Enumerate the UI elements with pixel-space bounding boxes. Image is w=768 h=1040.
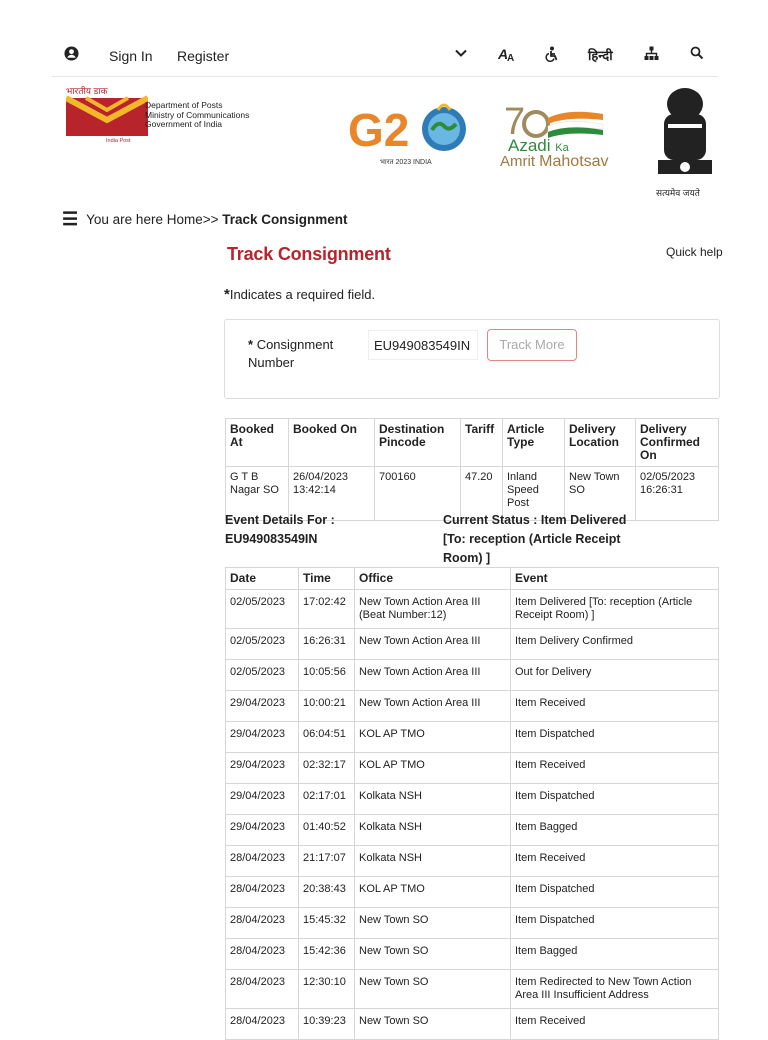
table-cell: New Town Action Area III (Beat Number:12)	[355, 590, 511, 629]
table-cell: 02/05/2023 16:26:31	[636, 467, 719, 521]
table-cell: Kolkata NSH	[355, 784, 511, 815]
table-cell: Kolkata NSH	[355, 815, 511, 846]
table-cell: 47.20	[461, 467, 503, 521]
sign-in-link[interactable]: Sign In	[109, 48, 153, 64]
table-cell: G T B Nagar SO	[226, 467, 289, 521]
current-status: Current Status : Item Delivered [To: reception (Article Receipt Room) ]	[443, 513, 627, 565]
table-header: Date	[226, 568, 299, 590]
table-cell: 02:17:01	[299, 784, 355, 815]
table-cell: Item Dispatched	[511, 722, 719, 753]
svg-text:7: 7	[504, 101, 526, 140]
table-row	[226, 590, 719, 629]
table-header: Event	[511, 568, 719, 590]
consignment-number-input[interactable]: EU949083549IN	[368, 330, 478, 360]
table-cell: Out for Delivery	[511, 660, 719, 691]
table-cell: Item Received	[511, 846, 719, 877]
events-body	[226, 590, 719, 1040]
table-cell: Item Received	[511, 753, 719, 784]
table-cell: Item Bagged	[511, 939, 719, 970]
accessibility-icon[interactable]	[544, 46, 558, 67]
table-cell: 28/04/2023	[226, 939, 299, 970]
chevron-down-icon[interactable]	[454, 46, 468, 65]
user-icon[interactable]	[64, 46, 79, 66]
table-cell: New Town Action Area III	[355, 691, 511, 722]
table-cell: 26/04/2023 13:42:14	[289, 467, 375, 521]
tracking-events-table	[225, 567, 719, 1040]
page-title: Track Consignment	[227, 244, 391, 264]
table-cell: 28/04/2023	[226, 1009, 299, 1040]
table-cell: New Town SO	[355, 1009, 511, 1040]
table-cell: 02:32:17	[299, 753, 355, 784]
table-cell: 700160	[375, 467, 461, 521]
required-field-note: *Indicates a required field.	[224, 286, 376, 303]
table-cell: 15:42:36	[299, 939, 355, 970]
table-cell: 10:05:56	[299, 660, 355, 691]
svg-text:G2: G2	[348, 104, 410, 156]
table-row	[226, 722, 719, 753]
consignment-summary-table	[225, 418, 719, 521]
events-header-row	[226, 568, 719, 590]
g20-logo: G2 भारत 2023 INDIA	[346, 98, 476, 170]
table-header: Booked On	[289, 419, 375, 467]
table-cell: 10:00:21	[299, 691, 355, 722]
table-cell: New Town SO	[355, 908, 511, 939]
table-cell: Item Received	[511, 691, 719, 722]
table-cell: 29/04/2023	[226, 815, 299, 846]
sitemap-icon[interactable]	[644, 46, 659, 66]
table-cell: 29/04/2023	[226, 784, 299, 815]
breadcrumb	[62, 208, 348, 229]
svg-text:A: A	[507, 53, 515, 62]
tracking-form	[224, 319, 720, 399]
table-cell: New Town SO	[355, 939, 511, 970]
svg-text:A: A	[498, 46, 509, 62]
dop-ministry-text: Department of Posts Ministry of Communications Government of India	[145, 100, 250, 129]
table-cell: 01:40:52	[299, 815, 355, 846]
table-cell: 28/04/2023	[226, 877, 299, 908]
table-cell: New Town SO	[565, 467, 636, 521]
table-row	[226, 939, 719, 970]
table-cell: 29/04/2023	[226, 753, 299, 784]
table-header: Booked At	[226, 419, 289, 467]
national-emblem: सत्यमेव जयते	[652, 82, 718, 200]
table-row	[226, 877, 719, 908]
hindi-language-link[interactable]: हिन्दी	[588, 48, 613, 63]
table-cell: Item Delivery Confirmed	[511, 629, 719, 660]
search-icon[interactable]	[690, 46, 704, 65]
table-header: Delivery Confirmed On	[636, 419, 719, 467]
event-details-header: Event Details For : EU949083549IN	[225, 513, 335, 546]
table-cell: 20:38:43	[299, 877, 355, 908]
azadi-ka-amrit-mahotsav-logo: 7 Azadi Ka Amrit Mahotsav	[500, 101, 609, 170]
table-header: Tariff	[461, 419, 503, 467]
register-link[interactable]: Register	[177, 48, 230, 64]
table-cell: 29/04/2023	[226, 722, 299, 753]
table-cell: 10:39:23	[299, 1009, 355, 1040]
table-cell: New Town Action Area III	[355, 660, 511, 691]
table-row	[226, 815, 719, 846]
table-cell: 28/04/2023	[226, 846, 299, 877]
table-cell: 02/05/2023	[226, 660, 299, 691]
summary-header-row	[226, 419, 719, 467]
track-more-button[interactable]: Track More	[487, 329, 577, 361]
india-post-logo[interactable]: भारतीय डाक India Post	[52, 84, 142, 144]
table-cell: Kolkata NSH	[355, 846, 511, 877]
hamburger-menu-icon[interactable]: ☰	[62, 209, 79, 229]
top-navbar	[52, 40, 718, 77]
table-cell: 21:17:07	[299, 846, 355, 877]
table-cell: New Town Action Area III	[355, 629, 511, 660]
table-cell: Item Received	[511, 1009, 719, 1040]
table-row	[226, 691, 719, 722]
table-cell: 28/04/2023	[226, 908, 299, 939]
table-header: Delivery Location	[565, 419, 636, 467]
breadcrumb-home-link[interactable]: You are here Home>>	[86, 212, 219, 227]
table-cell: KOL AP TMO	[355, 877, 511, 908]
table-cell: KOL AP TMO	[355, 753, 511, 784]
table-cell: KOL AP TMO	[355, 722, 511, 753]
table-row	[226, 846, 719, 877]
table-header: Article Type	[503, 419, 565, 467]
quick-help-link[interactable]: Quick help	[666, 245, 723, 259]
table-cell: Inland Speed Post	[503, 467, 565, 521]
table-cell: Item Dispatched	[511, 784, 719, 815]
table-row	[226, 660, 719, 691]
breadcrumb-current: Track Consignment	[222, 212, 348, 227]
table-cell: Item Dispatched	[511, 908, 719, 939]
table-cell: Item Redirected to New Town Action Area III Insufficient Address	[511, 970, 719, 1009]
table-cell: 16:26:31	[299, 629, 355, 660]
table-row	[226, 784, 719, 815]
table-row	[226, 1009, 719, 1040]
table-cell: 15:45:32	[299, 908, 355, 939]
table-cell: 29/04/2023	[226, 691, 299, 722]
table-cell: 06:04:51	[299, 722, 355, 753]
table-header: Time	[299, 568, 355, 590]
table-cell: New Town SO	[355, 970, 511, 1009]
table-header: Destination Pincode	[375, 419, 461, 467]
table-row	[226, 970, 719, 1009]
table-row	[226, 753, 719, 784]
table-cell: Item Delivered [To: reception (Article Receipt Room) ]	[511, 590, 719, 629]
table-cell: 02/05/2023	[226, 590, 299, 629]
table-cell: 28/04/2023	[226, 970, 299, 1009]
table-cell: Item Bagged	[511, 815, 719, 846]
table-cell: Item Dispatched	[511, 877, 719, 908]
consignment-number-label: * Consignment Number	[248, 337, 334, 370]
table-cell: 02/05/2023	[226, 629, 299, 660]
table-cell: 17:02:42	[299, 590, 355, 629]
table-row	[226, 908, 719, 939]
table-row	[226, 629, 719, 660]
table-cell: 12:30:10	[299, 970, 355, 1009]
table-header: Office	[355, 568, 511, 590]
text-size-icon[interactable]	[498, 46, 516, 67]
